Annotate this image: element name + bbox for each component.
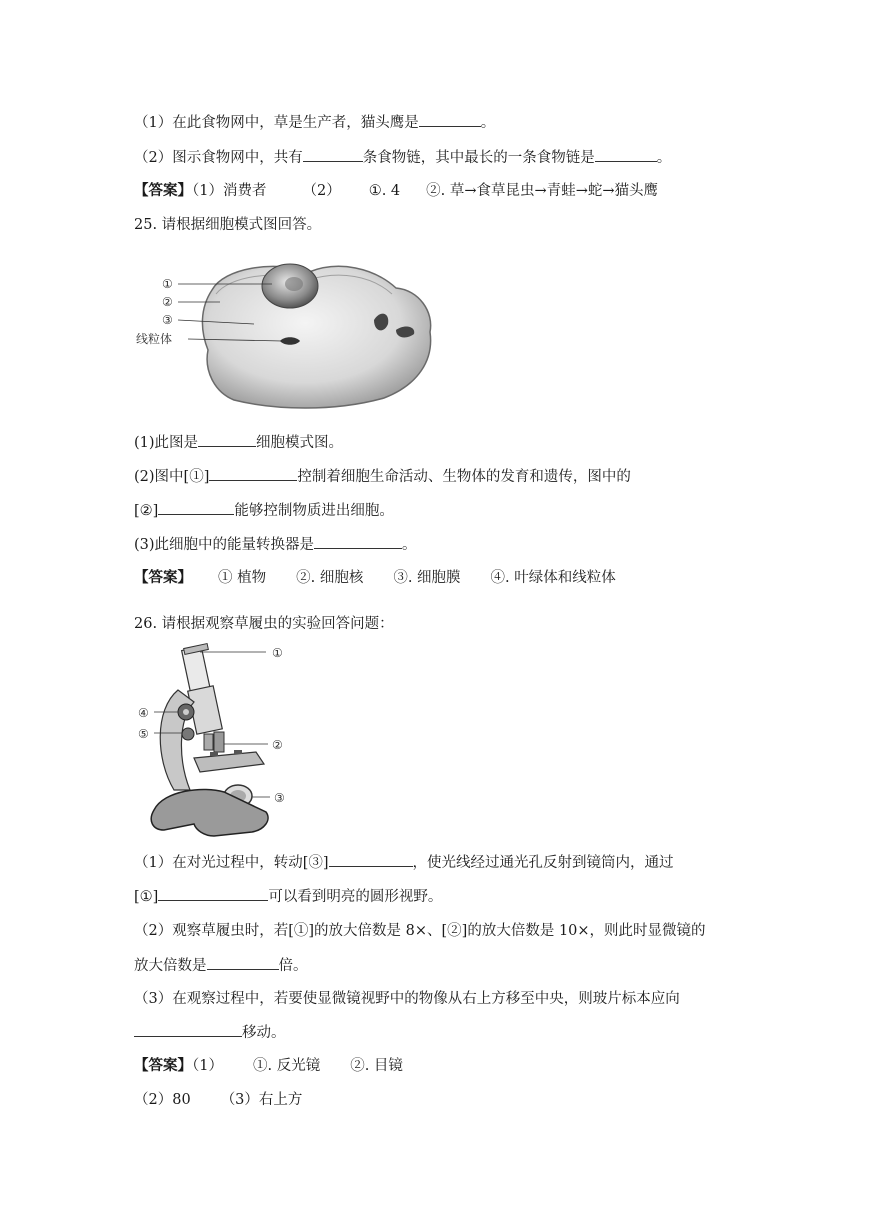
q26-sub3-line2: 移动。 — [134, 1022, 286, 1043]
q25-sub3: (3)此细胞中的能量转换器是 。 — [134, 534, 417, 555]
q26-sub1-line2: [①] 可以看到明亮的圆形视野。 — [134, 886, 442, 907]
q25-sub1: (1)此图是 细胞模式图。 — [134, 432, 343, 453]
q26-answer-line2: （2）80 （3）右上方 — [134, 1092, 303, 1108]
q25-title: 25. 请根据细胞模式图回答。 — [134, 217, 322, 233]
answer-blank — [419, 112, 481, 127]
q26-sub3-line1: （3）在观察过程中，若要使显微镜视野中的物像从右上方移至中央，则玻片标本应向 — [134, 991, 680, 1007]
objective-shape — [214, 732, 224, 752]
plant-cell-figure — [134, 250, 434, 415]
microscope-label-2: ② — [272, 738, 283, 752]
cell-label-2: ② — [162, 295, 173, 309]
microscope-label-3: ③ — [274, 791, 285, 805]
answer-blank — [207, 955, 279, 970]
q26-sub2-line1: （2）观察草履虫时，若[①]的放大倍数是 8×、[②]的放大倍数是 10×，则此时显微镜的 — [134, 923, 706, 939]
microscope-label-4: ④ — [138, 706, 149, 720]
q25-sub2-line1: (2)图中[①] 控制着细胞生命活动、生物体的发育和遗传，图中的 — [134, 466, 631, 487]
q24-sub1: （1）在此食物网中，草是生产者，猫头鹰是 。 — [134, 112, 495, 133]
microscope-label-5: ⑤ — [138, 727, 149, 741]
answer-blank — [158, 500, 234, 515]
microscope-figure — [134, 640, 299, 840]
cell-label-mitochondria: 线粒体 — [136, 332, 173, 346]
q26-answer-line1: 【答案】（1） ①. 反光镜 ②. 目镜 — [134, 1057, 403, 1074]
microscope-label-1: ① — [272, 646, 283, 660]
cell-label-1: ① — [162, 277, 173, 291]
q25-answer: 【答案】 ① 植物 ②. 细胞核 ③. 细胞膜 ④. 叶绿体和线粒体 — [134, 569, 616, 586]
answer-blank — [198, 432, 256, 447]
nucleolus-shape — [285, 277, 303, 291]
q26-sub2-line2: 放大倍数是 倍。 — [134, 955, 308, 976]
fine-knob-shape — [182, 728, 194, 740]
q24-answer: 【答案】（1）消费者 （2） ①. 4 ②. 草→食草昆虫→青蛙→蛇→猫头鹰 — [134, 182, 658, 199]
q26-title: 26. 请根据观察草履虫的实验回答问题： — [134, 616, 394, 632]
stage-shape — [194, 752, 264, 772]
answer-blank — [303, 147, 363, 162]
answer-blank — [329, 852, 413, 867]
answer-blank — [314, 534, 402, 549]
answer-blank — [595, 147, 657, 162]
q25-sub2-line2: [②] 能够控制物质进出细胞。 — [134, 500, 394, 521]
q24-sub2: （2）图示食物网中，共有 条食物链，其中最长的一条食物链是 。 — [134, 147, 671, 168]
answer-blank — [209, 466, 297, 481]
answer-blank — [134, 1022, 242, 1037]
answer-blank — [158, 886, 268, 901]
q26-sub1-line1: （1）在对光过程中，转动[③] ，使光线经过通光孔反射到镜筒内，通过 — [134, 852, 674, 873]
cell-label-3: ③ — [162, 313, 173, 327]
